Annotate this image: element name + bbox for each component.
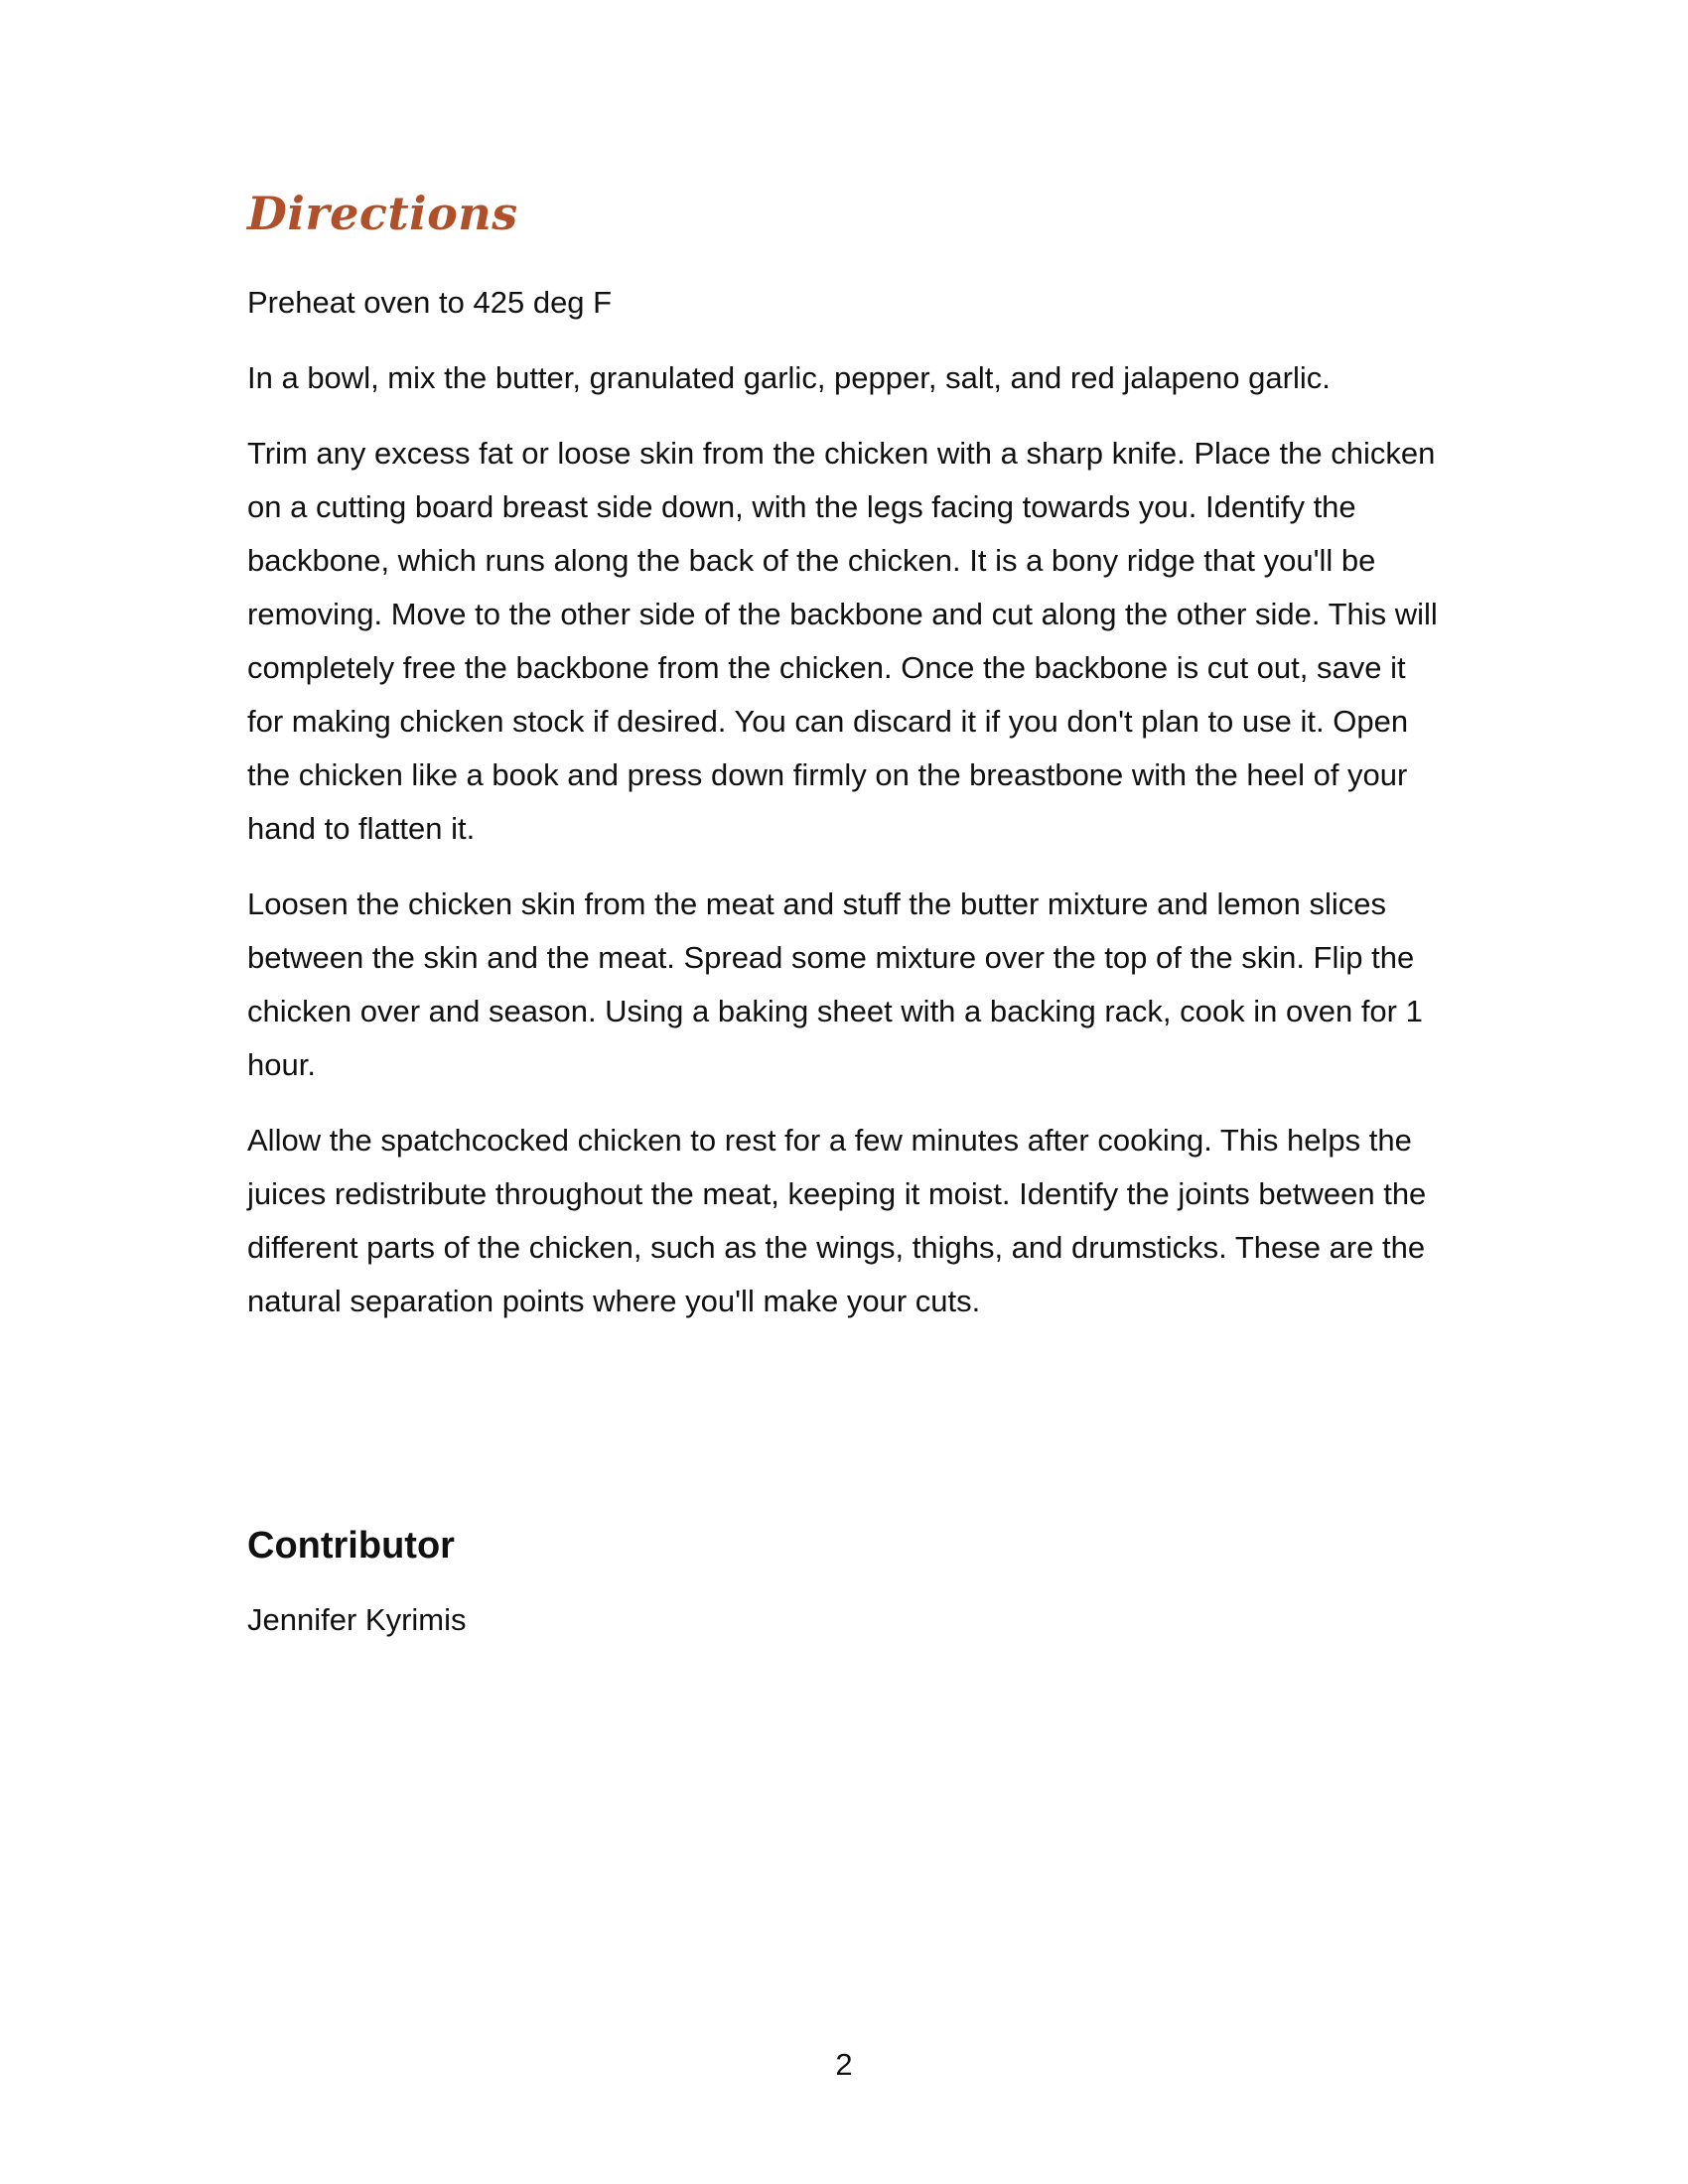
page-number: 2 — [835, 2047, 853, 2082]
direction-step-2: In a bowl, mix the butter, granulated garlic, pepper, salt, and red jalapeno garlic. — [247, 360, 1331, 395]
directions-section — [247, 187, 1449, 1350]
direction-step-1: Preheat oven to 425 deg F — [247, 285, 613, 320]
direction-step-5: Allow the spatchcocked chicken to rest for a few minutes after cooking. This helps the juices redistribute throughout the meat, keeping it moist. Identify the joints between the different parts of the chicken, such as the wings, thighs, and drumsticks. These are the natural separation points where you'll make your cuts. — [247, 1123, 1427, 1318]
direction-step-4: Loosen the chicken skin from the meat and stuff the butter mixture and lemon slices between the skin and the meat. Spread some mixture over the top of the skin. Flip the chicken over and season. Using a baking sheet with a backing rack, cook in oven for 1 hour. — [247, 887, 1423, 1082]
directions-heading: Directions — [247, 187, 518, 240]
contributor-heading: Contributor — [247, 1525, 455, 1567]
direction-step-3: Trim any excess fat or loose skin from the chicken with a sharp knife. Place the chicken on a cutting board breast side down, with the legs facing towards you. Identify the backbone, which runs along the back of the chicken. It is a bony ridge that you'll be removing. Move to the other side of the backbone and cut along the other side. This will completely free the backbone from the chicken. Once the backbone is cut out, save it for making chicken stock if desired. You can discard it if you don't plan to use it. Open the chicken like a book and press down firmly on the breastbone with the heel of your hand to flatten it. — [247, 436, 1438, 846]
contributor-name: Jennifer Kyrimis — [247, 1602, 467, 1637]
contributor-section — [247, 1527, 1449, 1640]
